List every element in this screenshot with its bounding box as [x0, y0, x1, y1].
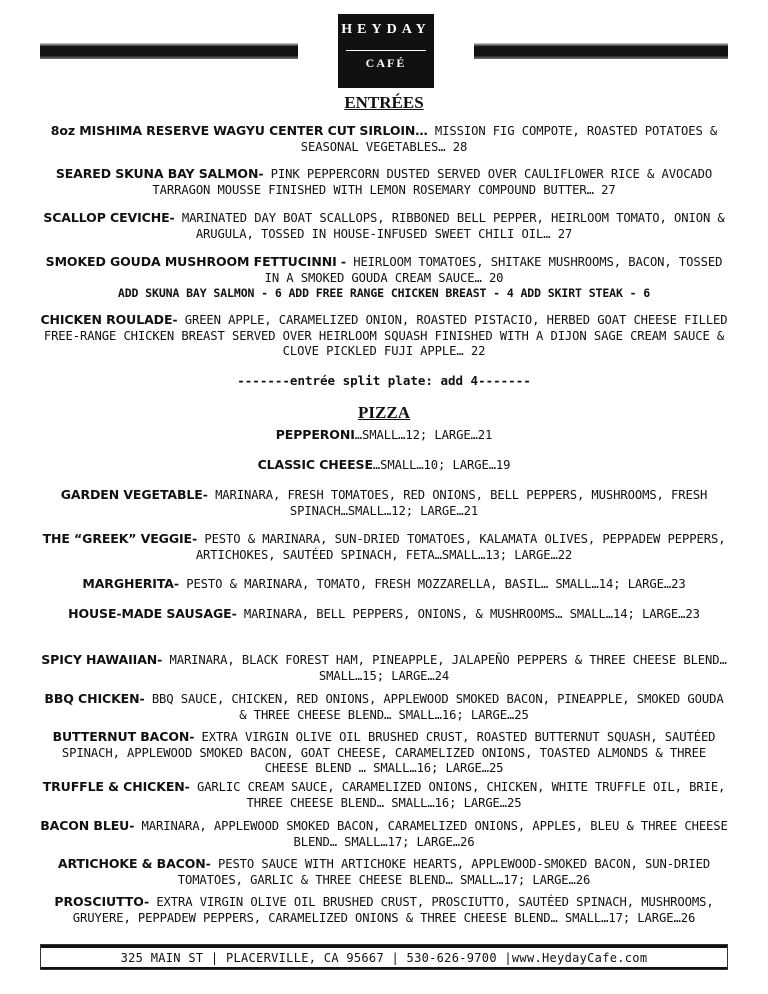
logo-brand: HEYDAY: [341, 22, 431, 37]
pizza-heading: PIZZA: [358, 403, 410, 422]
entree-item: [40, 210, 728, 242]
pizza-item: [40, 457, 728, 474]
pizza-item: [40, 652, 728, 684]
pizza-desc: BBQ SAUCE, CHICKEN, RED ONIONS, APPLEWOOD SMOKED BACON, PINEAPPLE, SMOKED GOUDA & THREE CHEESE BLEND… SMALL…16; LARGE…25: [144, 692, 724, 722]
entree-desc: PINK PEPPERCORN DUSTED SERVED OVER CAULIFLOWER RICE & AVOCADO TARRAGON MOUSSE FINISHED WITH LEMON ROSEMARY COMPOUND BUTTER… 27: [152, 167, 713, 197]
logo-sub: CAFÉ: [365, 56, 407, 70]
pizza-desc: MARINARA, FRESH TOMATOES, RED ONIONS, BELL PEPPERS, MUSHROOMS, FRESH SPINACH…SMALL…12; LARGE…21: [207, 488, 708, 518]
pizza-name: SPICY HAWAIIAN-: [41, 652, 163, 667]
entree-item: [40, 312, 728, 360]
pizza-name: ARTICHOKE & BACON-: [57, 856, 211, 871]
entree-desc: GREEN APPLE, CARAMELIZED ONION, ROASTED PISTACIO, HERBED GOAT CHEESE FILLED FREE-RANGE CHICKEN BREAST SERVED OVER HEIRLOOM SQUASH FINISHED WITH A DIJON SAGE CREAM SAUCE & CLOVE PICKLED FUJI APPLE… 22: [43, 313, 728, 358]
pizza-item: [40, 427, 728, 444]
pizza-desc: PESTO SAUCE WITH ARTICHOKE HEARTS, APPLEWOOD-SMOKED BACON, SUN-DRIED TOMATOES, GARLIC & THREE CHEESE BLEND… SMALL…17; LARGE…26: [177, 857, 711, 887]
entree-name: CHICKEN ROULADE-: [40, 312, 178, 327]
pizza-name: BUTTERNUT BACON-: [52, 729, 195, 744]
pizza-name: MARGHERITA-: [82, 576, 179, 591]
entree-item: [40, 123, 728, 155]
entree-name: SCALLOP CEVICHE-: [43, 210, 175, 225]
entree-desc: MISSION FIG COMPOTE, ROASTED POTATOES & SEASONAL VEGETABLES… 28: [300, 124, 718, 154]
pizza-name: HOUSE-MADE SAUSAGE-: [68, 606, 237, 621]
pizza-item: [40, 606, 728, 623]
entree-name: SMOKED GOUDA MUSHROOM FETTUCINNI -: [45, 254, 346, 269]
pizza-name: CLASSIC CHEESE: [257, 457, 373, 472]
entree-item: [40, 254, 728, 302]
pizza-item: [40, 729, 728, 777]
pizza-desc: EXTRA VIRGIN OLIVE OIL BRUSHED CRUST, PROSCIUTTO, SAUTÉED SPINACH, MUSHROOMS, GRUYERE, PEPPADEW PEPPERS, CARAMELIZED ONIONS & THREE CHEESE BLEND… SMALL…17; LARGE…26: [72, 895, 714, 925]
pizza-name: THE “GREEK” VEGGIE-: [42, 531, 198, 546]
entree-desc: HEIRLOOM TOMATOES, SHITAKE MUSHROOMS, BACON, TOSSED IN A SMOKED GOUDA CREAM SAUCE… 20: [264, 255, 723, 285]
pizza-name: BACON BLEU-: [40, 818, 135, 833]
entrees-heading: ENTRÉES: [344, 93, 424, 112]
header-bar-left: [40, 43, 298, 59]
pizza-item: [40, 531, 728, 563]
pizza-item: [40, 691, 728, 723]
pizza-desc: PESTO & MARINARA, SUN-DRIED TOMATOES, KALAMATA OLIVES, PEPPADEW PEPPERS, ARTICHOKES, SAUTÉED SPINACH, FETA…SMALL…13; LARGE…22: [195, 532, 726, 562]
logo-rule: [346, 50, 426, 51]
header-bar-right: [474, 43, 728, 59]
pizza-item: [40, 818, 728, 850]
entree-name: 8oz MISHIMA RESERVE WAGYU CENTER CUT SIRLOIN…: [50, 123, 428, 138]
entree-addons: ADD SKUNA BAY SALMON - 6 ADD FREE RANGE CHICKEN BREAST - 4 ADD SKIRT STEAK - 6: [117, 286, 651, 300]
footer-bar: [40, 944, 728, 970]
pizza-name: PEPPERONI: [275, 427, 355, 442]
pizza-name: BBQ CHICKEN-: [44, 691, 145, 706]
entree-name: SEARED SKUNA BAY SALMON-: [55, 166, 264, 181]
split-plate-note: -------entrée split plate: add 4-------: [237, 373, 531, 388]
pizza-item: [40, 856, 728, 888]
pizza-desc: …SMALL…10; LARGE…19: [372, 458, 511, 472]
pizza-desc: MARINARA, APPLEWOOD SMOKED BACON, CARAMELIZED ONIONS, APPLES, BLEU & THREE CHEESE BLEND… SMALL…17; LARGE…26: [134, 819, 728, 849]
pizza-desc: …SMALL…12; LARGE…21: [354, 428, 493, 442]
pizza-item: [40, 576, 728, 593]
entree-desc: MARINATED DAY BOAT SCALLOPS, RIBBONED BELL PEPPER, HEIRLOOM TOMATO, ONION & ARUGULA, TOSSED IN HOUSE-INFUSED SWEET CHILI OIL… 27: [174, 211, 725, 241]
pizza-name: GARDEN VEGETABLE-: [60, 487, 208, 502]
cafe-logo: [338, 14, 434, 88]
pizza-desc: MARINARA, BELL PEPPERS, ONIONS, & MUSHROOMS… SMALL…14; LARGE…23: [236, 607, 700, 621]
pizza-desc: MARINARA, BLACK FOREST HAM, PINEAPPLE, JALAPEÑO PEPPERS & THREE CHEESE BLEND… SMALL…15; LARGE…24: [162, 653, 727, 683]
pizza-desc: PESTO & MARINARA, TOMATO, FRESH MOZZARELLA, BASIL… SMALL…14; LARGE…23: [178, 577, 686, 591]
pizza-item: [40, 894, 728, 926]
pizza-item: [40, 779, 728, 811]
pizza-name: PROSCIUTTO-: [54, 894, 150, 909]
pizza-desc: EXTRA VIRGIN OLIVE OIL BRUSHED CRUST, ROASTED BUTTERNUT SQUASH, SAUTÉED SPINACH, APPLEWOOD SMOKED BACON, GOAT CHEESE, CARAMELIZED ONIONS, TOASTED ALMONDS & THREE CHEESE BLEND … SMALL…16; LARGE…25: [61, 730, 716, 775]
pizza-desc: GARLIC CREAM SAUCE, CARAMELIZED ONIONS, CHICKEN, WHITE TRUFFLE OIL, BRIE, THREE CHEESE BLEND… SMALL…16; LARGE…25: [189, 780, 726, 810]
footer-contact: 325 MAIN ST | PLACERVILLE, CA 95667 | 530-626-9700 |www.HeydayCafe.com: [120, 951, 648, 965]
pizza-item: [40, 487, 728, 519]
entree-item: [40, 166, 728, 198]
pizza-name: TRUFFLE & CHICKEN-: [42, 779, 190, 794]
